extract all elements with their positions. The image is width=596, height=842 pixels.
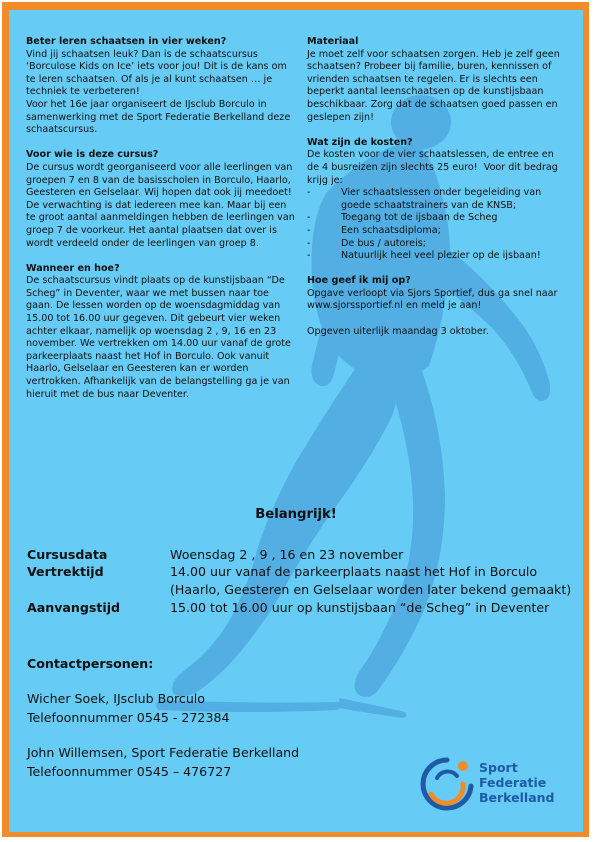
logo-line: Federatie bbox=[479, 775, 547, 790]
section-text: De cursus wordt georganiseerd voor alle leerlingen van groepen 7 en 8 van de basisscholen in Borculo, Haarlo, Geesteren en Gelselaar. Wij hopen dat ook jij meedoet! De verwachting is dat iedereen mee kan. Maar bij een te groot aantal aanmeldingen hebben de leerlingen van groep 7 de voorkeur. Het aantal plaatsen dat over is wordt verdeeld onder de leerlingen van groep 8. bbox=[26, 161, 298, 249]
info-value: 15.00 tot 16.00 uur op kunstijsbaan “de Scheg” in Deventer bbox=[170, 600, 550, 615]
section-text: Je moet zelf voor schaatsen zorgen. Heb je zelf geen schaatsen? Probeer bij familie, buren, kennissen of vrienden schaatsen te regelen. Er is slechts een beperkt aantal leenschaatsen op de kunstijsbaan beschikbaar. Zorg dat de schaatsen goed passen en geslepen zijn! bbox=[307, 48, 563, 123]
list-item bbox=[307, 212, 565, 225]
bullet-marker: - bbox=[307, 187, 311, 199]
section-heading: Materiaal bbox=[307, 36, 359, 47]
section-text: De kosten voor de vier schaatslessen, de entree en de 4 busreizen zijn slechts 25 euro! Voor dit bedrag krijg je: bbox=[307, 149, 561, 186]
list-item-text: Vier schaatslessen onder begeleiding van goede schaatstrainers van de KNSB; bbox=[341, 187, 542, 211]
section-heading: Wanneer en hoe? bbox=[26, 262, 120, 274]
info-value: 14.00 uur vanaf de parkeerplaats naast het Hof in Borculo bbox=[170, 564, 538, 579]
list-item-text: De bus / autoreis; bbox=[341, 237, 426, 249]
list-item bbox=[307, 238, 565, 251]
contact-1-name: Wicher Soek, IJsclub Borculo bbox=[27, 691, 206, 706]
contact-1-phone: Telefoonnummer 0545 - 272384 bbox=[27, 710, 230, 725]
info-term: Cursusdata bbox=[27, 547, 108, 562]
signup-deadline: Opgeven uiterlijk maandag 3 oktober. bbox=[307, 325, 489, 337]
list-item bbox=[307, 225, 565, 238]
section-text: Opgave verloopt via Sjors Sportief, dus ga snel naar www.sjorssportief.nl en meld je aan! bbox=[307, 287, 561, 312]
list-item bbox=[307, 187, 565, 212]
section-heading: Wat zijn de kosten? bbox=[307, 136, 413, 148]
section-heading: Beter leren schaatsen in vier weken? bbox=[26, 36, 227, 47]
costs-list bbox=[307, 187, 565, 263]
list-item bbox=[307, 250, 565, 263]
section-heading: Voor wie is deze cursus? bbox=[26, 149, 159, 161]
info-term: Vertrektijd bbox=[27, 564, 104, 579]
list-item-text: Natuurlijk heel veel plezier op de ijsbaan! bbox=[341, 250, 541, 262]
contact-2-name: John Willemsen, Sport Federatie Berkelland bbox=[27, 745, 300, 760]
info-value: Woensdag 2 , 9 , 16 en 23 november bbox=[170, 547, 404, 562]
list-item-text: Toegang tot de ijsbaan de Scheg bbox=[341, 212, 498, 224]
bullet-marker: - bbox=[307, 224, 311, 236]
logo-line: Sport bbox=[479, 760, 518, 775]
contact-2-phone: Telefoonnummer 0545 – 476727 bbox=[27, 764, 232, 779]
logo-text bbox=[479, 760, 554, 805]
bullet-marker: - bbox=[307, 212, 311, 224]
section-text: Vind jij schaatsen leuk? Dan is de schaatscursus ‘Borculose Kids on Ice’ iets voor jou! Dit is de kans om te leren schaatsen. Of als je al kunt schaatsen … je techniek te verbeteren! Voor het 16e jaar organiseert de IJsclub Borculo in samenwerking met de Sport Federatie Berkelland deze schaatscursus. bbox=[26, 48, 291, 136]
contacts-title: Contactpersonen: bbox=[27, 656, 154, 671]
bullet-marker: - bbox=[307, 250, 311, 262]
right-column bbox=[307, 36, 565, 351]
important-title: Belangrijk! bbox=[255, 507, 337, 522]
left-column bbox=[26, 36, 298, 414]
list-item-text: Een schaatsdiploma; bbox=[341, 224, 441, 236]
logo-mark-icon bbox=[417, 754, 477, 816]
info-value: (Haarlo, Geesteren en Gelselaar worden later bekend gemaakt) bbox=[170, 582, 572, 597]
logo-line: Berkelland bbox=[479, 790, 555, 805]
sport-federatie-logo bbox=[417, 754, 577, 822]
section-heading: Hoe geef ik mij op? bbox=[307, 275, 411, 287]
section-text: De schaatscursus vindt plaats op de kunstijsbaan “De Scheg” in Deventer, waar we met bussen naar toe gaan. De lessen worden op de woensdagmiddag van 15.00 tot 16.00 uur gegeven. Dit gebeurt vier weken achter elkaar, namelijk op woensdag 2 , 9, 16 en 23 november. We vertrekken om 14.00 uur vanaf de grote parkeerplaats naast het Hof in Borculo. Ook vanuit Haarlo, Gelselaar en Geesteren kan er worden vertrokken. Afhankelijk van de belangstelling ga je van hieruit met de bus naar Deventer. bbox=[26, 275, 294, 400]
info-term: Aanvangstijd bbox=[27, 600, 121, 615]
flyer-background bbox=[9, 10, 583, 832]
bullet-marker: - bbox=[307, 237, 311, 249]
